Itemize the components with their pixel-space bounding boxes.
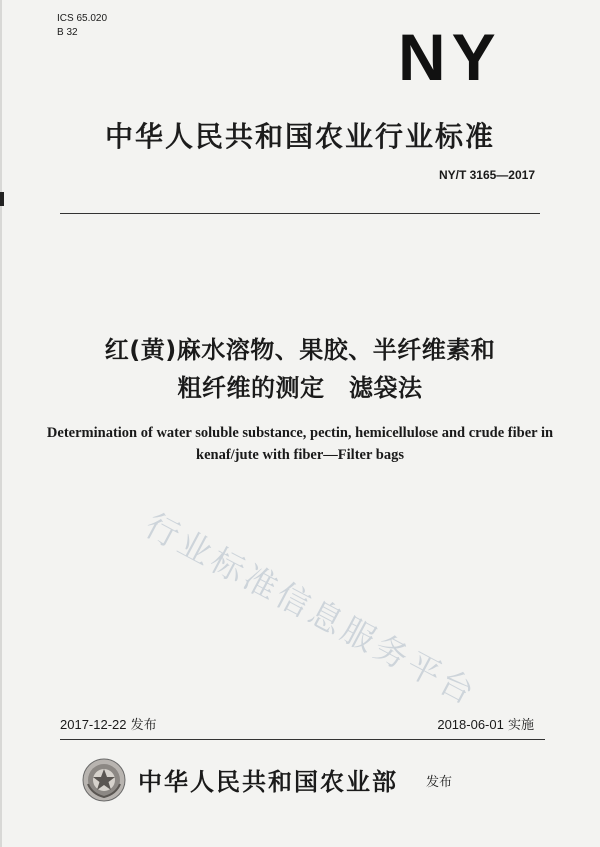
scan-mark (0, 192, 4, 206)
ny-logo: NY (398, 20, 502, 94)
document-title-en-line1: Determination of water soluble substance, pectin, hemicellulose and crude fiber in (46, 425, 554, 441)
document-title-en-line2: kenaf/jute with fiber—Filter bags (196, 447, 404, 463)
ics-code: ICS 65.020 (57, 13, 108, 24)
watermark: 行业标准信息服务平台 (138, 505, 484, 714)
publish-date (60, 714, 157, 733)
issuing-ministry: 中华人民共和国农业部 (138, 768, 398, 796)
implement-date-value: 2018-06-01 (437, 717, 504, 732)
standard-category-title: 中华人民共和国农业行业标准 (104, 120, 495, 153)
standard-number: NY/T 3165—2017 (438, 168, 535, 182)
ministry-emblem-icon (82, 758, 126, 802)
publish-label: 发布 (130, 718, 157, 733)
header-divider (60, 213, 540, 214)
footer-divider (60, 739, 545, 740)
publish-date-value: 2017-12-22 (60, 717, 127, 732)
document-title-cn-line2: 粗纤维的测定 滤袋法 (177, 374, 423, 402)
document-title-cn-line1: 红(黄)麻水溶物、果胶、半纤维素和 (104, 336, 496, 364)
implement-date (437, 714, 534, 733)
issue-label: 发布 (426, 775, 453, 790)
classification-code: B 32 (57, 27, 78, 38)
implement-label: 实施 (507, 718, 534, 733)
